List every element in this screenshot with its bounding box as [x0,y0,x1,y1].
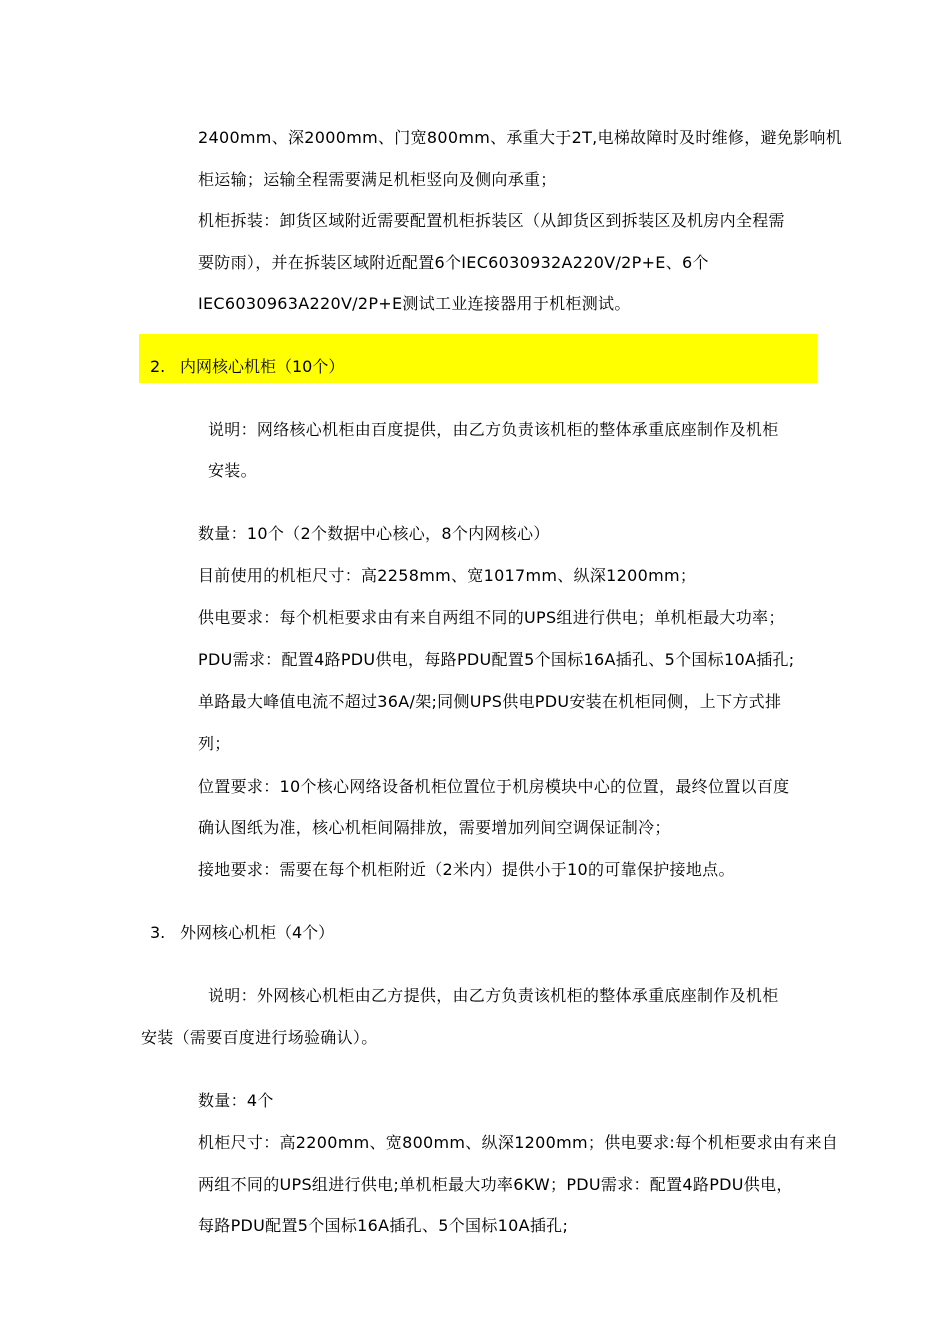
paragraph-line: 2400mm、深2000mm、门宽800mm、承重大于2T,电梯故障时及时维修，避免影响机 [198,128,843,147]
paragraph-line: 数量：4个 [198,1091,274,1110]
paragraph-line: 两组不同的UPS组进行供电;单机柜最大功率6KW；PDU需求：配置4路PDU供电， [198,1175,793,1194]
paragraph-line: 数量：10个（2个数据中心核心，8个内网核心） [198,524,550,543]
paragraph-line: 列； [198,734,231,753]
note-line: 安装。 [208,461,257,480]
paragraph-line: 要防雨），并在拆装区域附近配置6个IEC6030932A220V/2P+E、6个 [198,253,709,272]
section-title: 外网核心机柜（4个） [180,923,335,942]
paragraph-line: 柜运输；运输全程需要满足机柜竖向及侧向承重； [198,170,557,189]
note-line: 说明：网络核心机柜由百度提供，由乙方负责该机柜的整体承重底座制作及机柜 [208,420,779,439]
note-line: 安装（需要百度进行场验确认）。 [141,1028,378,1047]
paragraph-line: 单路最大峰值电流不超过36A/架;同侧UPS供电PDU安装在机柜同侧，上下方式排 [198,692,782,711]
note-line: 说明：外网核心机柜由乙方提供，由乙方负责该机柜的整体承重底座制作及机柜 [208,986,779,1005]
section-title: 内网核心机柜（10个） [180,357,345,376]
paragraph-line: PDU需求：配置4路PDU供电，每路PDU配置5个国标16A插孔、5个国标10A插孔; [198,650,795,669]
paragraph-line: 机柜尺寸：高2200mm、宽800mm、纵深1200mm；供电要求:每个机柜要求由有来自 [198,1133,839,1152]
section-number: 2. [150,357,166,376]
paragraph-line: 接地要求：需要在每个机柜附近（2米内）提供小于10的可靠保护接地点。 [198,860,735,879]
paragraph-line: 目前使用的机柜尺寸：高2258mm、宽1017mm、纵深1200mm； [198,566,697,585]
section-number: 3. [150,923,166,942]
paragraph-line: 供电要求：每个机柜要求由有来自两组不同的UPS组进行供电；单机柜最大功率； [198,608,785,627]
section-heading-2 [150,357,344,377]
paragraph-line: 每路PDU配置5个国标16A插孔、5个国标10A插孔; [198,1216,569,1235]
section-heading-3 [150,923,334,943]
paragraph-line: IEC6030963A220V/2P+E测试工业连接器用于机柜测试。 [198,294,631,313]
paragraph-line: 位置要求：10个核心网络设备机柜位置位于机房模块中心的位置，最终位置以百度 [198,777,790,796]
paragraph-line: 机柜拆装：卸货区域附近需要配置机柜拆装区（从卸货区到拆装区及机房内全程需 [198,211,785,230]
paragraph-line: 确认图纸为准，核心机柜间隔排放，需要增加列间空调保证制冷； [198,818,671,837]
